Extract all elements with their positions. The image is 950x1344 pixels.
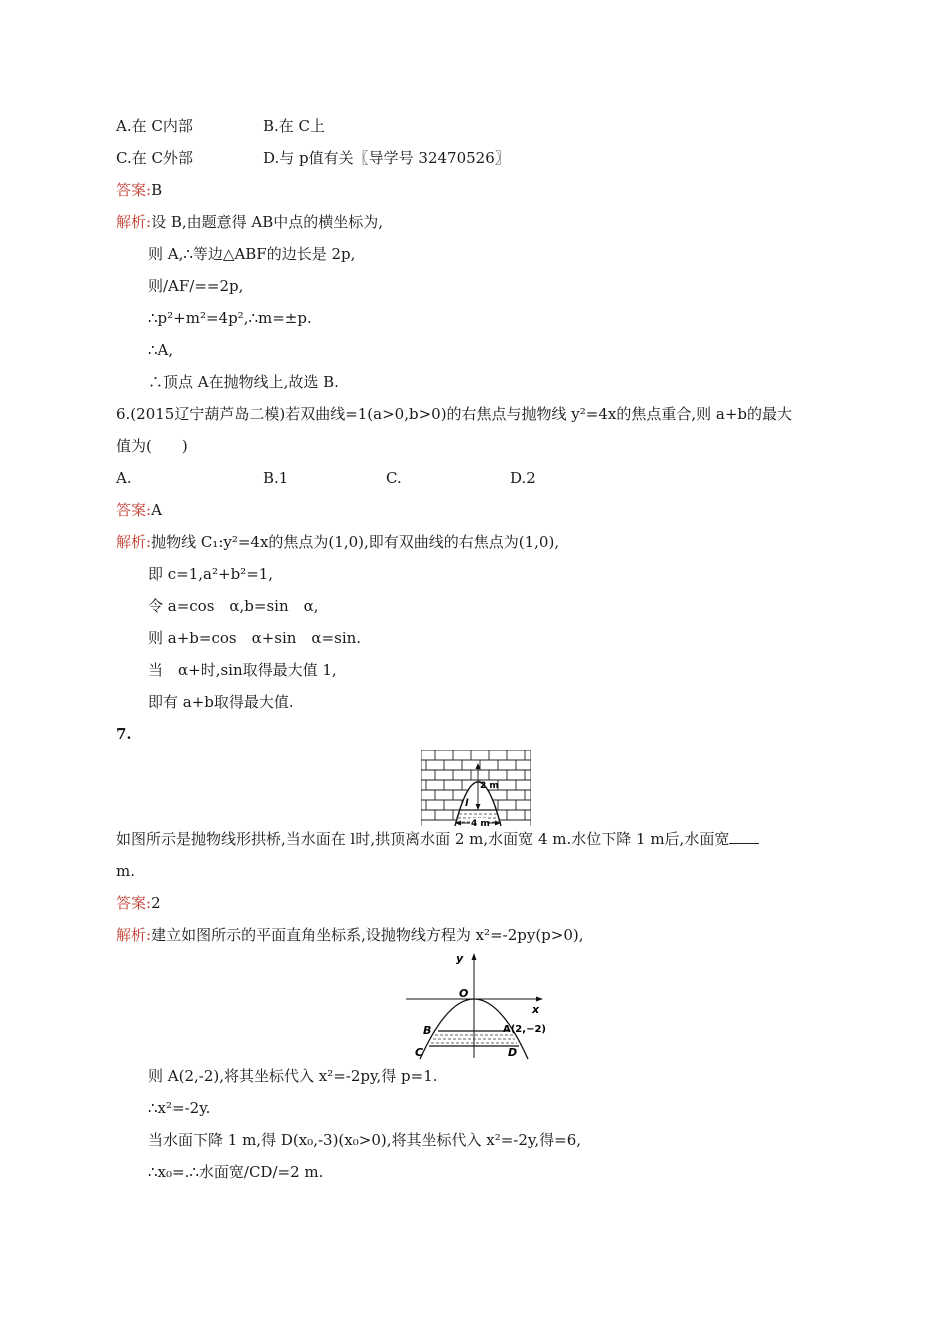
analysis-text: 建立如图所示的平面直角坐标系,设抛物线方程为 x²=-2py(p>0), [151, 926, 584, 944]
analysis-label: 解析: [116, 926, 152, 944]
q7-stem-line-2: m. [116, 862, 135, 880]
q6-analysis-line-4: 当 α+时,sin取得最大值 1, [148, 661, 337, 679]
q5-analysis-line-2: 则/AF/==2p, [148, 277, 244, 295]
q7-analysis-line-0 [116, 925, 584, 945]
q6-analysis-line-3: 则 a+b=cos α+sin α=sin. [148, 629, 362, 647]
q6-analysis-line-2: 令 a=cos α,b=sin α, [148, 597, 319, 615]
q5-analysis-line-4: ∴A, [148, 341, 174, 359]
q5-answer [116, 180, 162, 200]
q6-option-c: C. [386, 469, 402, 487]
q5-option-b: B.在 C上 [263, 117, 326, 135]
q6-analysis-line-1: 即 c=1,a²+b²=1, [148, 565, 274, 583]
q5-option-d: D.与 p值有关〖导学号 32470526〗 [263, 149, 510, 167]
height-label: 2 m [480, 781, 499, 791]
q6-answer [116, 500, 162, 520]
q5-analysis-line-5: ∴顶点 A在抛物线上,故选 B. [148, 373, 339, 391]
q6-stem-line-1: 6.(2015辽宁葫芦岛二模)若双曲线=1(a>0,b>0)的右焦点与抛物线 y²=4x的焦点重合,则 a+b的最大 [116, 405, 793, 423]
arch-bridge-figure [421, 750, 531, 829]
stem-text: 如图所示是抛物线形拱桥,当水面在 l时,拱顶离水面 2 m,水面宽 4 m.水位下降 1 m后,水面宽 [116, 830, 730, 848]
q6-option-d: D.2 [510, 469, 536, 487]
q7-number: 7. [116, 725, 132, 743]
q7-stem-line-1 [116, 829, 759, 849]
q5-analysis-line-0 [116, 212, 383, 232]
analysis-text: 抛物线 C₁:y²=4x的焦点为(1,0),即有双曲线的右焦点为(1,0), [151, 533, 560, 551]
point-a-label: A(2,−2) [503, 1024, 546, 1035]
q5-option-c: C.在 C外部 [116, 149, 193, 167]
q6-stem-line-2: 值为( ) [116, 437, 188, 455]
q6-analysis-line-5: 即有 a+b取得最大值. [148, 693, 294, 711]
q6-analysis-line-0 [116, 532, 559, 552]
answer-label: 答案: [116, 501, 152, 519]
q7-analysis-line-2: ∴x²=-2y. [148, 1099, 211, 1117]
q7-analysis-line-3: 当水面下降 1 m,得 D(x₀,-3)(x₀>0),将其坐标代入 x²=-2y,得=6, [148, 1131, 582, 1149]
x-axis-label: x [532, 1003, 540, 1016]
q7-analysis-line-1: 则 A(2,-2),将其坐标代入 x²=-2py,得 p=1. [148, 1067, 438, 1085]
q5-option-a: A.在 C内部 [116, 117, 193, 135]
point-d-label: D [508, 1046, 518, 1059]
water-level-label: l [465, 798, 469, 809]
point-b-label: B [423, 1024, 432, 1037]
answer-value: B [151, 181, 163, 199]
q5-analysis-line-1: 则 A,∴等边△ABF的边长是 2p, [148, 245, 356, 263]
origin-label: O [459, 987, 469, 1000]
y-axis-label: y [456, 952, 464, 965]
q7-answer [116, 893, 161, 913]
width-label: 4 m [471, 819, 490, 829]
answer-blank [729, 829, 759, 844]
answer-value: A [151, 501, 162, 519]
answer-value: 2 [151, 894, 161, 912]
answer-label: 答案: [116, 894, 152, 912]
q5-analysis-line-3: ∴p²+m²=4p²,∴m=±p. [148, 309, 312, 327]
analysis-label: 解析: [116, 213, 152, 231]
q7-analysis-line-4: ∴x₀=.∴水面宽/CD/=2 m. [148, 1163, 324, 1181]
analysis-text: 设 B,由题意得 AB中点的横坐标为, [151, 213, 384, 231]
coordinate-figure [406, 952, 546, 1060]
analysis-label: 解析: [116, 533, 152, 551]
point-c-label: C [415, 1046, 424, 1059]
q6-option-a: A. [116, 469, 132, 487]
q6-option-b: B.1 [263, 469, 289, 487]
answer-label: 答案: [116, 181, 152, 199]
